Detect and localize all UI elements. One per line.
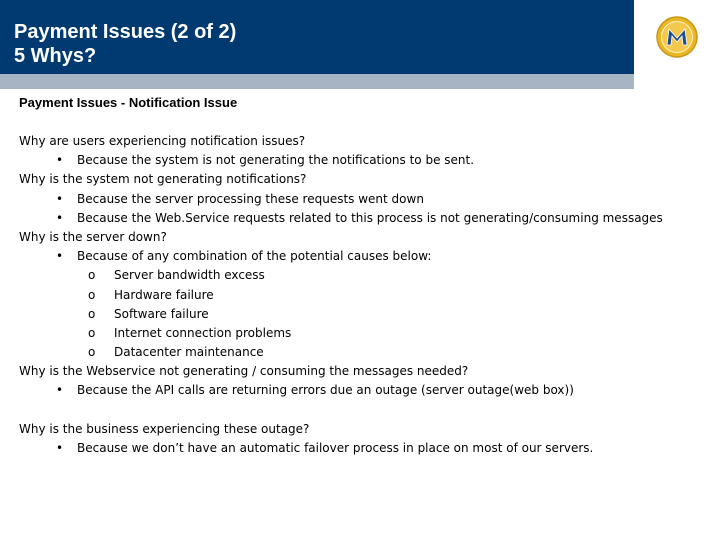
cause-item <box>19 305 714 324</box>
bullet-mark: • <box>56 249 64 264</box>
section-subtitle: Payment Issues - Notification Issue <box>19 95 238 110</box>
bullet-mark: • <box>56 210 64 225</box>
cause-item <box>19 343 714 362</box>
title-bar <box>0 0 634 74</box>
brand-logo-icon <box>656 16 698 58</box>
cause-item <box>19 286 714 305</box>
why-question: Why are users experiencing notification issues? <box>19 134 306 148</box>
bullet-mark: • <box>56 153 64 168</box>
answer-text: Because the system is not generating the notifications to be sent. <box>77 153 475 168</box>
why-question: Why is the server down? <box>19 229 167 244</box>
sub-bullet-mark: o <box>88 287 96 302</box>
sub-bullet-mark: o <box>88 268 96 283</box>
why-question: Why is the system not generating notifications? <box>19 172 307 187</box>
bullet-mark: • <box>56 191 64 206</box>
cause-text: Datacenter maintenance <box>114 345 264 360</box>
answer-item <box>19 151 714 170</box>
answer-item <box>19 381 714 400</box>
cause-text: Internet connection problems <box>114 325 292 340</box>
why-question: Why is the business experiencing these outage? <box>19 421 310 436</box>
bullet-mark: • <box>56 441 64 455</box>
whys-list <box>19 132 714 458</box>
sub-bullet-mark: o <box>88 306 96 321</box>
sub-bullet-mark: o <box>88 345 96 360</box>
title-underbar <box>0 74 634 89</box>
bullet-mark: • <box>56 383 64 398</box>
cause-text: Hardware failure <box>114 287 214 302</box>
slide-title-line1: Payment Issues (2 of 2) <box>14 21 237 43</box>
answer-item <box>19 209 714 228</box>
cause-text: Server bandwidth excess <box>114 268 265 283</box>
sub-bullet-mark: o <box>88 325 96 340</box>
answer-text: Because the server processing these requests went down <box>77 191 424 206</box>
answer-text: Because the API calls are returning errors due an outage (server outage(web box)) <box>77 383 574 398</box>
cause-item <box>19 324 714 343</box>
cause-text: Software failure <box>114 306 209 321</box>
answer-item <box>19 190 714 209</box>
cause-item <box>19 266 714 285</box>
why-question: Why is the Webservice not generating / consuming the messages needed? <box>19 364 469 379</box>
answer-text: Because we don’t have an automatic failover process in place on most of our servers. <box>77 441 594 455</box>
answer-item <box>19 247 714 266</box>
answer-item <box>19 439 714 458</box>
slide-title-line2: 5 Whys? <box>14 45 97 67</box>
answer-text: Because of any combination of the potential causes below: <box>77 249 432 264</box>
answer-text: Because the Web.Service requests related to this process is not generating/consuming messages <box>77 210 663 225</box>
